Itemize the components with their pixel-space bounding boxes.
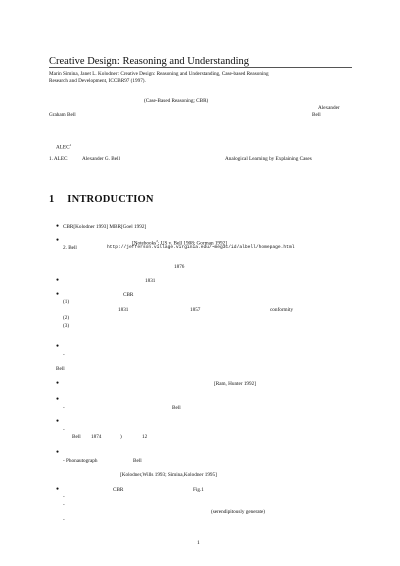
year-1831-b: 1831 <box>118 307 129 313</box>
footnote-1-number: 1. ALEC <box>49 156 68 162</box>
body-bell: Bell <box>56 366 65 372</box>
citation-line-2: Research and Development, ICCBR97 (1997). <box>49 78 146 84</box>
bullet-icon: ● <box>56 419 60 424</box>
item-1: (1) <box>63 299 70 305</box>
title-rule <box>49 67 352 68</box>
abstract-graham-bell: Graham Bell <box>49 112 76 118</box>
dash-3: - <box>63 427 65 433</box>
abstract-bell: Bell <box>312 112 321 118</box>
dash-1: - <box>63 352 65 358</box>
dash-4: - <box>63 494 65 500</box>
citation-kolodner-wills: [Kolodner,Wills 1993; Simina,Kolodner 1995] <box>120 472 217 478</box>
closing-paren: ) <box>120 434 122 440</box>
footnote-1-description: Analogical Learning by Explaining Cases <box>225 156 312 162</box>
body-bell-2: Bell <box>172 405 181 411</box>
dash-5: - <box>63 502 65 508</box>
section-title: INTRODUCTION <box>67 194 154 205</box>
footnote-2-url[interactable]: http://jefferson.village.virginia.edu/~meg3c/id/albell/homepage.html <box>107 245 295 250</box>
abstract-cbr-term: (Case-Based Reasoning; CBR) <box>144 98 209 104</box>
page-number: 1 <box>197 540 200 546</box>
year-1874: 1874 <box>91 434 102 440</box>
term-serendipitous: (serendipitously generate) <box>211 509 266 515</box>
year-1857: 1857 <box>190 307 201 313</box>
bullet-icon: ● <box>56 487 60 492</box>
item-3: (3) <box>63 323 70 329</box>
body-bell-3: Bell <box>72 434 81 440</box>
number-12: 12 <box>142 434 148 440</box>
item-2: (2) <box>63 315 70 321</box>
term-conformity: conformity <box>270 307 294 313</box>
dash-6: - <box>63 517 65 523</box>
bullet-icon: ● <box>56 450 60 455</box>
abstract-alexander: Alexander <box>318 105 340 111</box>
dash-2: - <box>63 405 65 411</box>
bullet-icon: ● <box>56 238 60 243</box>
body-cbr-2: CBR <box>113 487 124 493</box>
citation-ram-hunter: [Ram, Hunter 1992] <box>214 381 256 387</box>
footnote-2-label: 2. Bell <box>63 245 77 251</box>
bullet-icon: ● <box>56 344 60 349</box>
bullet-icon: ● <box>56 224 60 229</box>
bullet-icon: ● <box>56 381 60 386</box>
year-1876: 1876 <box>174 264 185 270</box>
figure-ref-1: Fig.1 <box>193 487 204 493</box>
term-phonautograph: - Phonautograph <box>63 458 98 464</box>
section-heading <box>49 194 154 205</box>
section-number: 1 <box>49 194 55 205</box>
paper-title: Creative Design: Reasoning and Understanding <box>49 56 250 67</box>
abstract-alec: ALEC$^1$ <box>56 143 72 151</box>
body-cbr: CBR <box>123 292 134 298</box>
citation-line-1: Marin Simina, Janet L. Kolodner: Creative Design: Reasoning and Understanding, Case-based Reasoning <box>49 71 269 77</box>
bullet-icon: ● <box>56 292 60 297</box>
footnote-1-name: Alexander G. Bell <box>82 156 120 162</box>
body-bell-4: Bell <box>133 458 142 464</box>
bullet-icon: ● <box>56 278 60 283</box>
year-1831-a: 1831 <box>145 278 156 284</box>
body-bullet-1: CBR[Kolodner 1993] MBR[Goel 1992] <box>63 224 147 230</box>
bullet-icon: ● <box>56 397 60 402</box>
body-bullet-2: [Notebooks$^2$; US v. Bell 1908; Gorman 1992] <box>132 239 227 247</box>
